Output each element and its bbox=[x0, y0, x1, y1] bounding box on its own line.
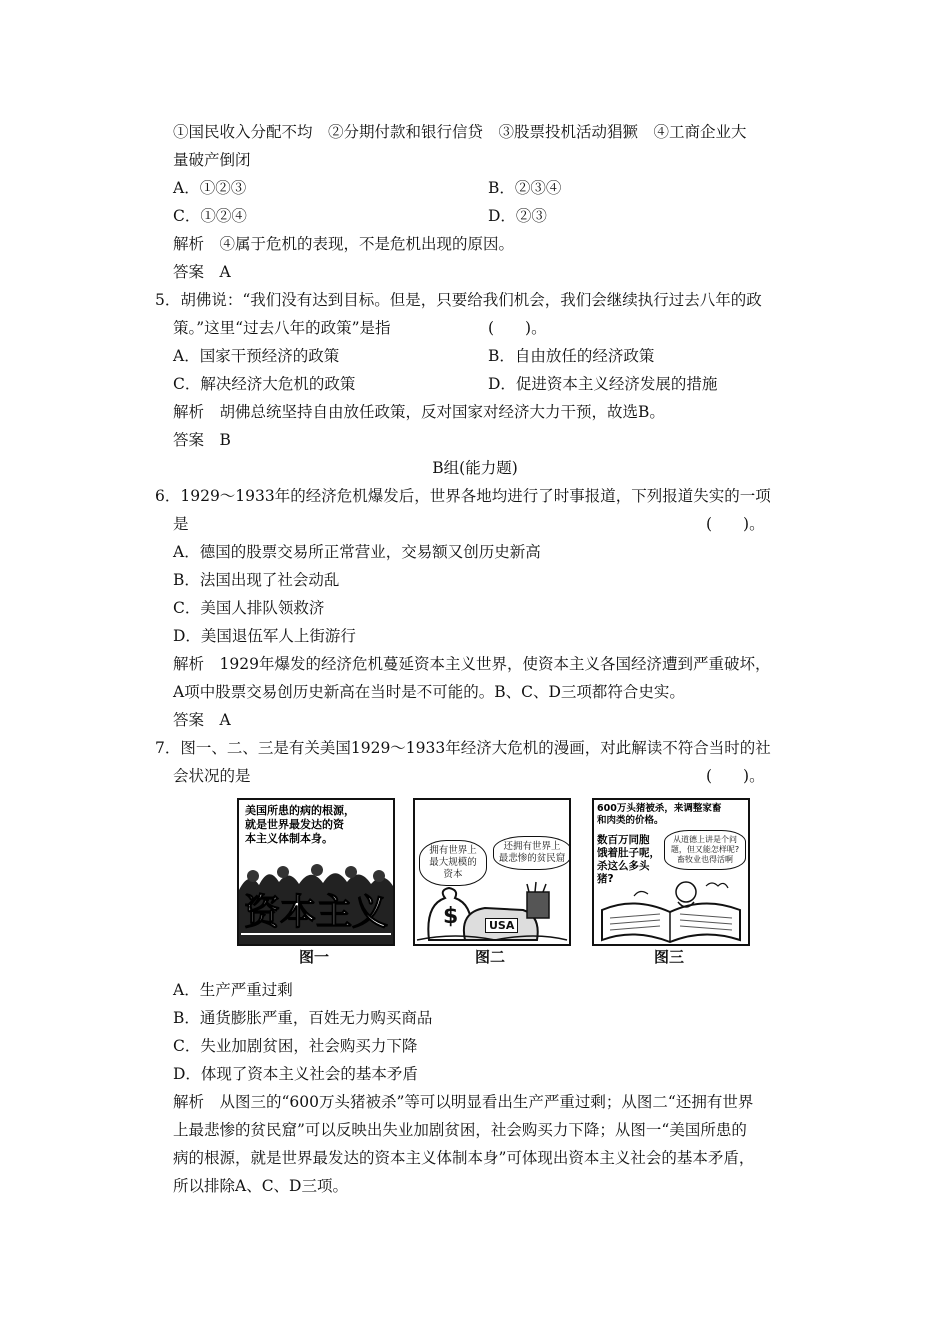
q5-option-d: D．促进资本主义经济发展的措施 bbox=[488, 375, 718, 393]
cartoon-3-bubble-line2: 题，但又能怎样呢? bbox=[670, 845, 740, 854]
cartoon-2-bubble1-line2: 最大规模的 bbox=[429, 857, 477, 868]
group-b-heading: B组(能力题) bbox=[432, 459, 518, 477]
cartoon-2-bubble2-line2: 最悲惨的贫民窟 bbox=[498, 853, 566, 864]
cartoon-3-text-line1: 600万头猪被杀，来调整家畜 bbox=[597, 803, 722, 814]
cartoon-2-bubble1-line3: 资本 bbox=[443, 869, 463, 880]
q4-option-c: C．①②④ bbox=[173, 207, 247, 225]
cartoon-2-bubble1-line1: 拥有世界上 bbox=[429, 845, 477, 856]
cartoon-3 bbox=[592, 798, 750, 946]
q7-analysis-line3: 病的根源，就是世界最发达的资本主义体制本身”可体现出资本主义社会的基本矛盾， bbox=[173, 1149, 755, 1167]
q7-option-a: A．生产严重过剩 bbox=[173, 981, 293, 999]
cartoon-3-text-line3: 数百万同胞 bbox=[597, 834, 650, 846]
cartoon-figures bbox=[232, 790, 740, 972]
cartoon-1-text-line1: 美国所患的病的根源， bbox=[245, 804, 355, 817]
q5-option-b: B．自由放任的经济政策 bbox=[488, 347, 655, 365]
q4-analysis: 解析 ④属于危机的表现，不是危机出现的原因。 bbox=[173, 235, 515, 253]
cartoon-2-dollar-sign: $ bbox=[443, 904, 459, 929]
cartoon-1 bbox=[237, 798, 395, 946]
cartoon-2-label: 图二 bbox=[474, 948, 505, 966]
cartoon-3-bubble-line3: 畜牧业也得活啊 bbox=[677, 855, 733, 864]
cartoon-3-text-line2: 和肉类的价格。 bbox=[597, 815, 664, 826]
q6-stem-line1: 6．1929～1933年的经济危机爆发后，世界各地均进行了时事报道，下列报道失实的一项 bbox=[155, 487, 771, 505]
q4-option-b: B．②③④ bbox=[488, 179, 562, 197]
cartoon-3-label: 图三 bbox=[653, 948, 684, 966]
cartoon-3-text-line4: 饿着肚子呢， bbox=[597, 847, 660, 859]
q6-option-d: D．美国退伍军人上街游行 bbox=[173, 627, 356, 645]
cartoon-2 bbox=[413, 798, 571, 946]
cartoon-1-capitalism-word: 资本主义 bbox=[243, 892, 388, 933]
q5-answer-blank: ( )。 bbox=[488, 319, 547, 337]
q6-option-b: B．法国出现了社会动乱 bbox=[173, 571, 340, 589]
q5-stem-line1: 5．胡佛说：“我们没有达到目标。但是，只要给我们机会，我们会继续执行过去八年的政 bbox=[155, 291, 762, 309]
q5-analysis: 解析 胡佛总统坚持自由放任政策，反对国家对经济大力干预，故选B。 bbox=[173, 403, 665, 421]
q6-analysis-line2: A项中股票交易创历史新高在当时是不可能的。B、C、D三项都符合史实。 bbox=[173, 683, 685, 701]
q7-analysis-line1: 解析 从图三的“600万头猪被杀”等可以明显看出生产严重过剩；从图二“还拥有世界 bbox=[173, 1093, 754, 1111]
q6-option-a: A．德国的股票交易所正常营业，交易额又创历史新高 bbox=[173, 543, 541, 561]
q6-answer-blank: ( )。 bbox=[706, 515, 765, 533]
cartoon-3-bubble-line1: 从道德上讲是个问 bbox=[673, 835, 737, 844]
cartoon-3-text-line6: 猪? bbox=[597, 873, 614, 885]
q6-option-c: C．美国人排队领救济 bbox=[173, 599, 325, 617]
cartoon-3-text-line5: 杀这么多头 bbox=[597, 860, 650, 872]
q5-option-c: C．解决经济大危机的政策 bbox=[173, 375, 356, 393]
q7-option-c: C．失业加剧贫困，社会购买力下降 bbox=[173, 1037, 418, 1055]
cartoon-1-text-line2: 就是世界最发达的资 bbox=[245, 818, 344, 831]
q4-stem-line2: 量破产倒闭 bbox=[173, 151, 251, 169]
q5-option-a: A．国家干预经济的政策 bbox=[173, 347, 340, 365]
q6-analysis-line1: 解析 1929年爆发的经济危机蔓延资本主义世界，使资本主义各国经济遭到严重破坏， bbox=[173, 655, 771, 673]
q6-answer: 答案 A bbox=[173, 711, 231, 729]
q6-stem-line2: 是 bbox=[173, 515, 189, 533]
q7-answer-blank: ( )。 bbox=[706, 767, 765, 785]
q4-stem-line1: ①国民收入分配不均 ②分期付款和银行信贷 ③股票投机活动猖獗 ④工商企业大 bbox=[173, 123, 747, 141]
q7-option-b: B．通货膨胀严重，百姓无力购买商品 bbox=[173, 1009, 433, 1027]
q4-option-d: D．②③ bbox=[488, 207, 547, 225]
q7-analysis-line2: 上最悲惨的贫民窟”可以反映出失业加剧贫困，社会购买力下降；从图一“美国所患的 bbox=[173, 1121, 747, 1139]
cartoon-2-bubble2-line1: 还拥有世界上 bbox=[503, 841, 561, 852]
q4-option-a: A．①②③ bbox=[173, 179, 247, 197]
q7-stem-line1: 7．图一、二、三是有关美国1929～1933年经济大危机的漫画，对此解读不符合当时的社 bbox=[155, 739, 771, 757]
cartoon-3-newspaper-illustration bbox=[594, 800, 748, 944]
q7-analysis-line4: 所以排除A、C、D三项。 bbox=[173, 1177, 348, 1195]
cartoon-2-usa-label: USA bbox=[485, 918, 518, 933]
q5-stem-line2: 策。”这里“过去八年的政策”是指 bbox=[173, 319, 391, 337]
q7-stem-line2: 会状况的是 bbox=[173, 767, 251, 785]
q7-option-d: D．体现了资本主义社会的基本矛盾 bbox=[173, 1065, 418, 1083]
q4-answer: 答案 A bbox=[173, 263, 231, 281]
q5-answer: 答案 B bbox=[173, 431, 231, 449]
cartoon-1-label: 图一 bbox=[298, 948, 329, 966]
cartoon-1-text-line3: 本主义体制本身。 bbox=[245, 832, 333, 845]
